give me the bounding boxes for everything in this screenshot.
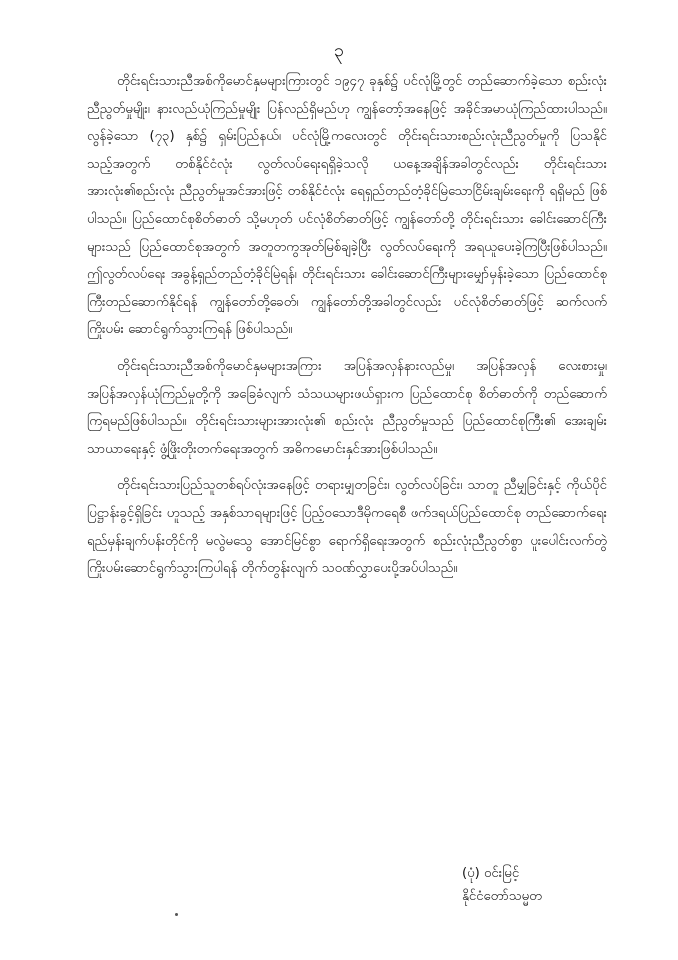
paragraph-1: တိုင်းရင်းသားညီအစ်ကိုမောင်နှမများကြားတွင် ၁၉၄၇ ခုနှစ်၌ ပင်လုံမြို့တွင် တည်ဆောက်ခဲ့သော စည်းလုံးညီညွတ်မှုမျိုး၊ နားလည်ယုံကြည်မှုမျိုး ပြန်လည်ရှိမည်ဟု ကျွန်တော့်အနေဖြင့် အခိုင်အမာယုံကြည်ထားပါသည်။ လွန်ခဲ့သော (၇၃) နှစ်၌ ရှမ်းပြည်နယ်၊ ပင်လုံမြို့ကလေးတွင် တိုင်းရင်းသားစည်းလုံးညီညွတ်မှုကို ပြသနိုင်သည့်အတွက် တစ်နိုင်ငံလုံး လွတ်လပ်ရေးရရှိခဲ့သလို ယနေ့အချိန်အခါတွင်လည်း တိုင်းရင်းသားအားလုံး၏စည်းလုံး ညီညွတ်မှုအင်အားဖြင့် တစ်နိုင်ငံလုံး ရေရှည်တည်တံ့ခိုင်မြဲသောငြိမ်းချမ်းရေးကို ရရှိမည် ဖြစ်ပါသည်။ ပြည်ထောင်စုစိတ်ဓာတ် သို့မဟုတ် ပင်လုံစိတ်ဓာတ်ဖြင့် ကျွန်တော်တို့ တိုင်းရင်းသား ခေါင်းဆောင်ကြီးများသည် ပြည်ထောင်စုအတွက် အတူတကွအုတ်မြစ်ချခဲ့ပြီး လွတ်လပ်ရေးကို အရယူပေးခဲ့ကြပြီးဖြစ်ပါသည်။ ဤလွတ်လပ်ရေး အခွန့်ရှည်တည်တံ့ခိုင်မြဲရန်၊ တိုင်းရင်းသား ခေါင်းဆောင်ကြီးများမျှော်မှန်းခဲ့သော ပြည်ထောင်စုကြီးတည်ဆောက်နိုင်ရန် ကျွန်တော်တို့ခေတ်၊ ကျွန်တော်တို့အခါတွင်လည်း ပင်လုံစိတ်ဓာတ်ဖြင့် ဆက်လက်ကြိုးပမ်း ဆောင်ရွက်သွားကြရန် ဖြစ်ပါသည်။ xyxy=(87,74,607,338)
signature-block xyxy=(462,862,642,908)
paragraph-3: တိုင်းရင်းသားပြည်သူတစ်ရပ်လုံးအနေဖြင့် တရားမျှတခြင်း၊ လွတ်လပ်ခြင်း၊ သာတူ ညီမျှခြင်းနှင့် ကိုယ်ပိုင်ပြဋ္ဌာန်းခွင့်ရှိခြင်း ဟူသည့် အနှစ်သာရများဖြင့် ပြည့်ဝသောဒီမိုကရေစီ ဖက်ဒရယ်ပြည်ထောင်စု တည်ဆောက်ရေး ရည်မှန်းချက်ပန်းတိုင်ကို မလွဲမသွေ အောင်မြင်စွာ ရောက်ရှိရေးအတွက် စည်းလုံးညီညွတ်စွာ ပူးပေါင်းလက်တွဲ ကြိုးပမ်းဆောင်ရွက်သွားကြပါရန် တိုက်တွန်းလျက် သဝဏ်လွှာပေးပို့အပ်ပါသည်။ xyxy=(87,478,607,577)
page-number: ၃ xyxy=(333,40,345,61)
letter-body xyxy=(87,68,607,592)
paragraph-2: တိုင်းရင်းသားညီအစ်ကိုမောင်နှမများအကြား အပြန်အလှန်နားလည်မှု၊ အပြန်အလှန် လေးစားမှု၊ အပြန်အလှန်ယုံကြည်မှုတို့ကို အခြေခံလျက် သံသယများဖယ်ရှားက ပြည်ထောင်စု စိတ်ဓာတ်ကို တည်ဆောက်ကြရမည်ဖြစ်ပါသည်။ တိုင်းရင်းသားများအားလုံး၏ စည်းလုံး ညီညွတ်မှုသည် ပြည်ထောင်စုကြီး၏ အေးချမ်းသာယာရေးနှင့် ဖွံ့ဖြိုးတိုးတက်ရေးအတွက် အဓိကမောင်းနှင်အားဖြစ်ပါသည်။ xyxy=(87,358,607,457)
signatory-name: (ပုံ) ဝင်းမြင့် xyxy=(462,866,520,881)
stray-dot-mark xyxy=(175,913,178,916)
signatory-title: နိုင်ငံတော်သမ္မတ xyxy=(462,889,542,904)
